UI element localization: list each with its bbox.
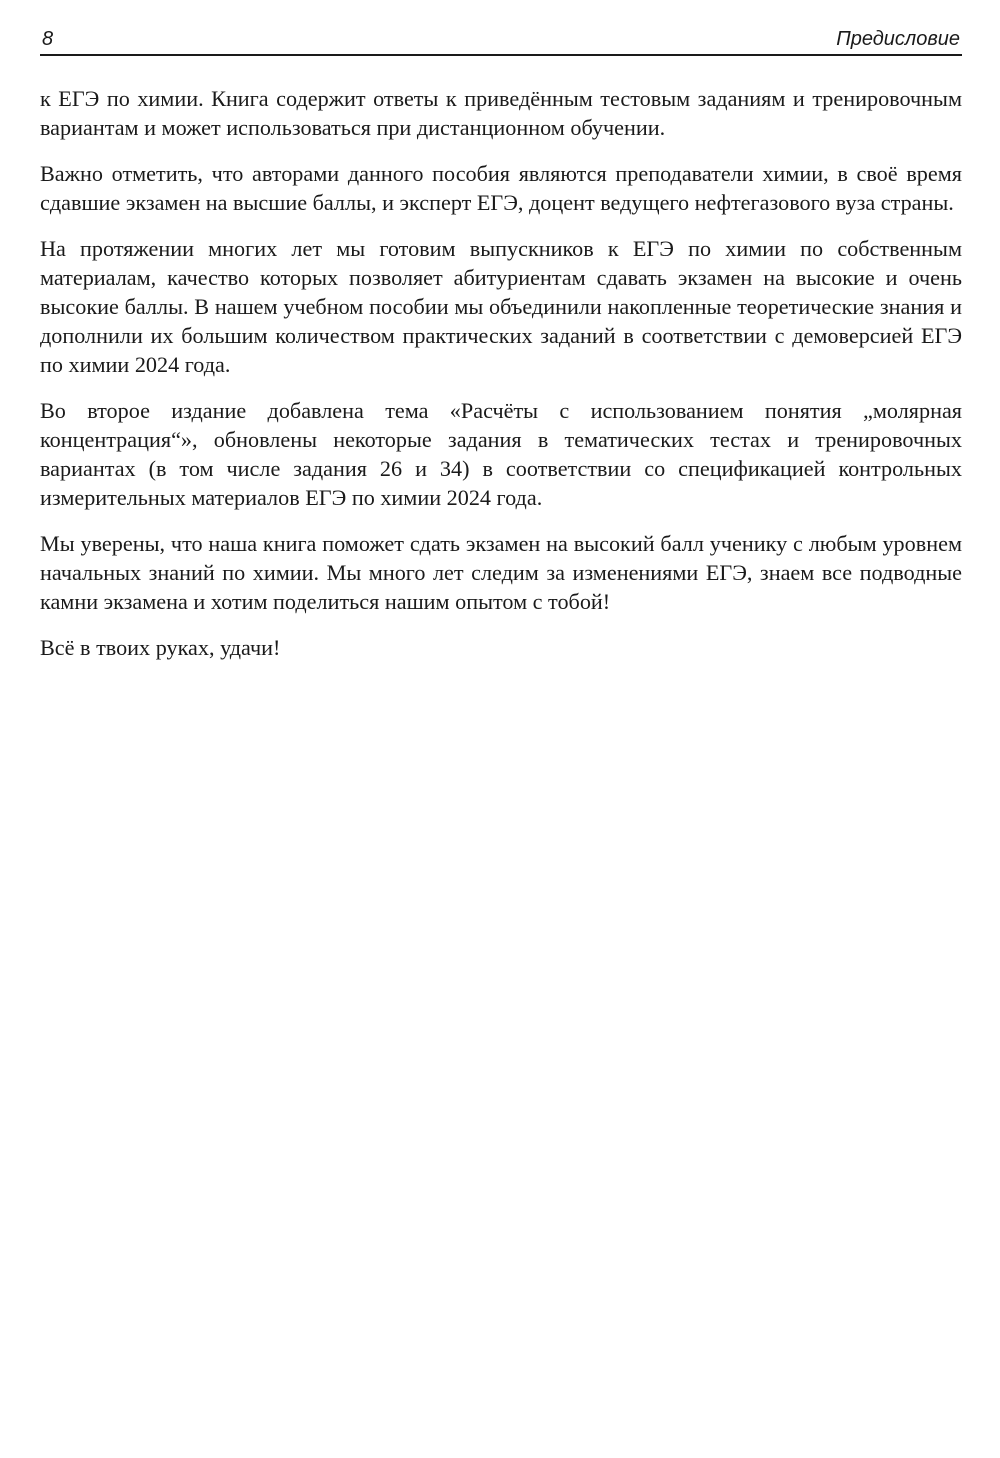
- paragraph-second-edition: Во второе издание добавлена тема «Расчёты с использованием понятия „молярная концентрация“», обновлены некоторые задания в тематических тестах и тренировочных вариантах (в том числе задания 26 и 34) в соответствии со спецификацией контрольных измерительных материалов ЕГЭ по химии 2024 года.: [40, 398, 962, 510]
- page-number: 8: [42, 28, 54, 50]
- paragraph-closing: Всё в твоих руках, удачи!: [40, 635, 281, 660]
- body-text: [40, 84, 962, 662]
- section-title: Предисловие: [836, 28, 960, 50]
- paragraph-materials: На протяжении многих лет мы готовим выпускников к ЕГЭ по химии по собственным материалам, качество которых позволяет абитуриентам сдавать экзамен на высокие и очень высокие баллы. В нашем учебном пособии мы объединили накопленные теоретические знания и дополнили их большим количеством практических заданий в соответствии с демоверсией ЕГЭ по химии 2024 года.: [40, 236, 962, 377]
- book-page: [40, 26, 962, 679]
- running-header: [40, 26, 962, 56]
- paragraph-confidence: Мы уверены, что наша книга поможет сдать экзамен на высокий балл ученику с любым уровнем начальных знаний по химии. Мы много лет следим за изменениями ЕГЭ, знаем все подводные камни экзамена и хотим поделиться нашим опытом с тобой!: [40, 531, 962, 614]
- paragraph-continuation: к ЕГЭ по химии. Книга содержит ответы к приведённым тестовым заданиям и тренировочным вариантам и может использоваться при дистанционном обучении.: [40, 86, 962, 140]
- paragraph-authors: Важно отметить, что авторами данного пособия являются преподаватели химии, в своё время сдавшие экзамен на высшие баллы, и эксперт ЕГЭ, доцент ведущего нефтегазового вуза страны.: [40, 161, 962, 215]
